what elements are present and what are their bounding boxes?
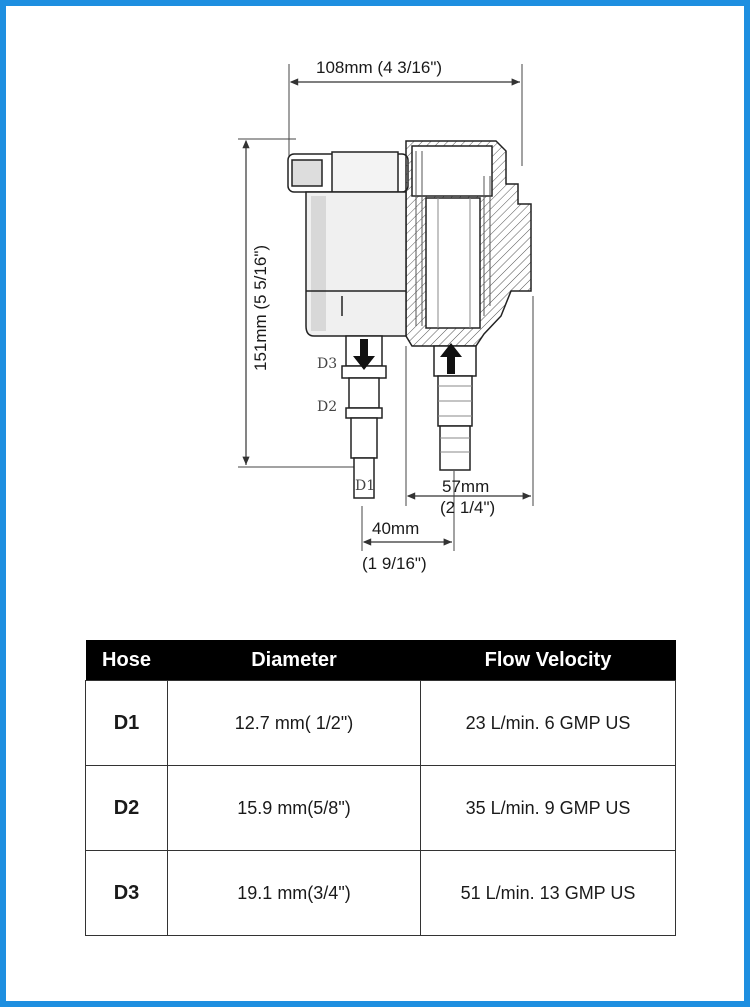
filter-body [288, 141, 531, 498]
row-flow: 51 L/min. 13 GMP US [421, 851, 676, 936]
row-hose: D2 [86, 766, 168, 851]
width-label: 108mm (4 3/16") [316, 58, 443, 77]
table-row [86, 851, 676, 936]
page-frame [6, 6, 744, 1001]
hose-label-d3: D3 [317, 356, 338, 372]
table-row [86, 766, 676, 851]
outlet-width-inch-label: (2 1/4") [440, 498, 496, 517]
hose-label-d1: D1 [355, 478, 376, 494]
hose-label-d2: D2 [317, 399, 338, 415]
filter-diagram [6, 6, 744, 606]
hose-spec-table [85, 640, 676, 936]
inlet-width-inch-label: (1 9/16") [362, 554, 427, 573]
table-row [86, 681, 676, 766]
row-hose: D1 [86, 681, 168, 766]
row-hose: D3 [86, 851, 168, 936]
row-flow: 35 L/min. 9 GMP US [421, 766, 676, 851]
row-diameter: 12.7 mm( 1/2") [168, 681, 421, 766]
table-header-row [86, 640, 676, 681]
inlet-width-label: 40mm [372, 519, 420, 538]
header-hose: Hose [86, 640, 168, 681]
row-flow: 23 L/min. 6 GMP US [421, 681, 676, 766]
row-diameter: 19.1 mm(3/4") [168, 851, 421, 936]
header-diameter: Diameter [168, 640, 421, 681]
header-flow: Flow Velocity [421, 640, 676, 681]
height-label: 151mm (5 5/16") [251, 244, 270, 372]
row-diameter: 15.9 mm(5/8") [168, 766, 421, 851]
outlet-width-label: 57mm [442, 477, 490, 496]
